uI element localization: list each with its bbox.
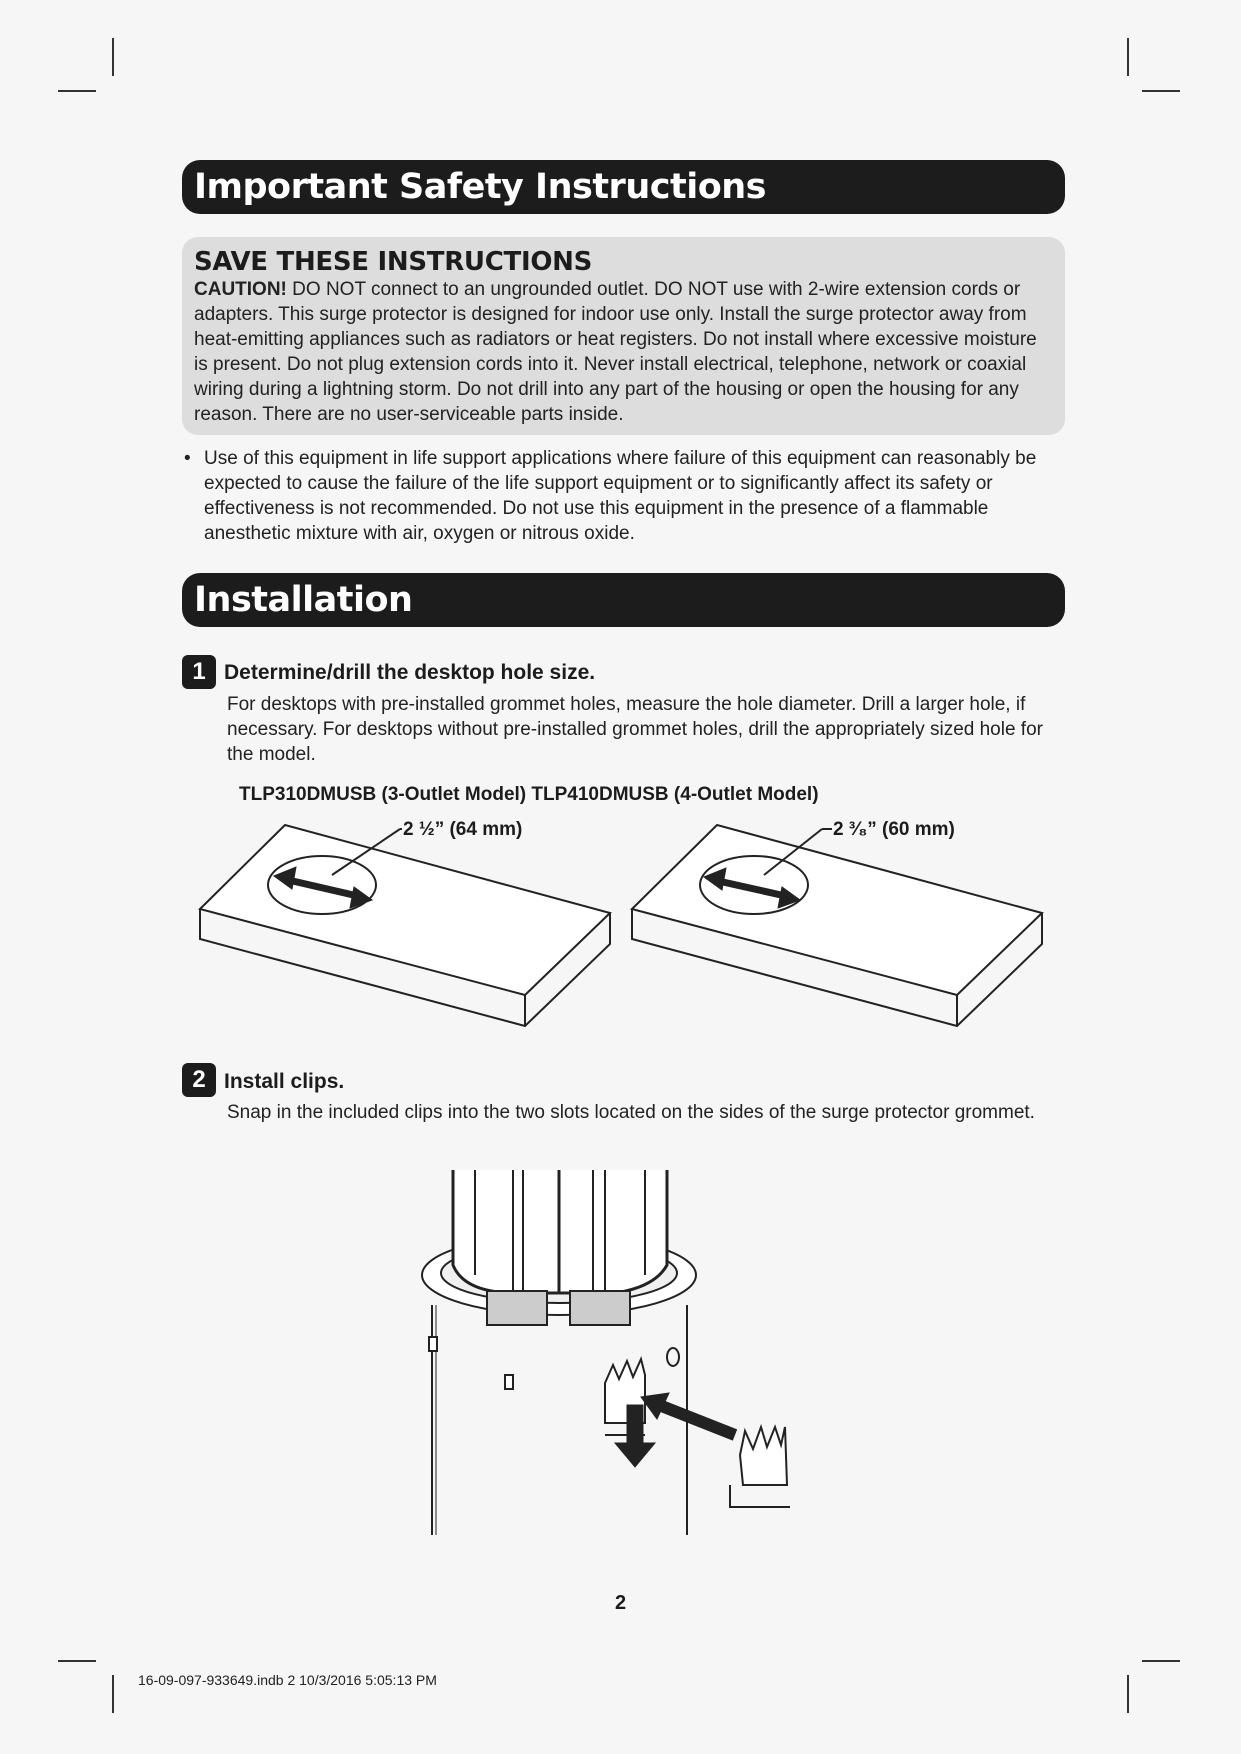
crop-mark [58, 1660, 96, 1662]
dimension-right: 2 ³⁄₈” (60 mm) [833, 819, 955, 840]
life-support-bullet [184, 446, 1064, 546]
caution-label: CAUTION! [194, 279, 287, 300]
crop-mark [58, 90, 96, 92]
step-1-number: 1 [182, 655, 216, 689]
crop-mark [112, 1675, 114, 1713]
crop-mark [1127, 1675, 1129, 1713]
step-2-title: Install clips. [224, 1070, 345, 1093]
caution-paragraph [194, 277, 1051, 427]
crop-mark [1142, 1660, 1180, 1662]
desk-diagram-left [190, 815, 620, 1040]
safety-title: Important Safety Instructions [182, 160, 1065, 214]
bullet-text: Use of this equipment in life support applications where failure of this equipment can reasonably be expected to cause the failure of the life support equipment or to significantly affect its safety or effectiveness is not recommended. Do not use this equipment in the presence of a flammable anesthetic mixture with air, oxygen or nitrous oxide. [204, 448, 1037, 544]
bullet-icon: • [184, 448, 191, 469]
leader-line [399, 829, 401, 831]
step-1-title: Determine/drill the desktop hole size. [224, 661, 596, 684]
step-2-body: Snap in the included clips into the two slots located on the sides of the surge protector grommet. [227, 1102, 1035, 1123]
step-2-number: 2 [182, 1063, 216, 1097]
crop-mark [1127, 38, 1129, 76]
caution-text: DO NOT connect to an ungrounded outlet. DO NOT use with 2-wire extension cords or adapters. This surge protector is designed for indoor use only. Install the surge protector away from heat-emitting appliances such as radiators or heat registers. Do not install where excessive moisture is present. Do not plug extension cords into it. Never install electrical, telephone, network or coaxial wiring during a lightning storm. Do not drill into any part of the housing or open the housing for any reason. There are no user-serviceable parts inside. [194, 279, 1037, 425]
save-instructions-box [182, 237, 1065, 435]
grommet-clip-illustration [405, 1165, 805, 1540]
desk-diagram-right [622, 815, 1052, 1040]
page-number: 2 [614, 1592, 627, 1614]
dimension-left: 2 ½” (64 mm) [403, 819, 523, 840]
crop-mark [1142, 90, 1180, 92]
installation-title: Installation [182, 573, 1065, 627]
model-line: TLP310DMUSB (3-Outlet Model) TLP410DMUSB (4-Outlet Model) [239, 784, 819, 805]
file-info: 16-09-097-933649.indb 2 10/3/2016 5:05:13 PM [138, 1672, 437, 1688]
step-1-body: For desktops with pre-installed grommet holes, measure the hole diameter. Drill a larger hole, if necessary. For desktops without pre-installed grommet holes, drill the appropriately sized hole for the model. [227, 694, 1043, 765]
save-heading: SAVE THESE INSTRUCTIONS [194, 247, 593, 277]
crop-mark [112, 38, 114, 76]
